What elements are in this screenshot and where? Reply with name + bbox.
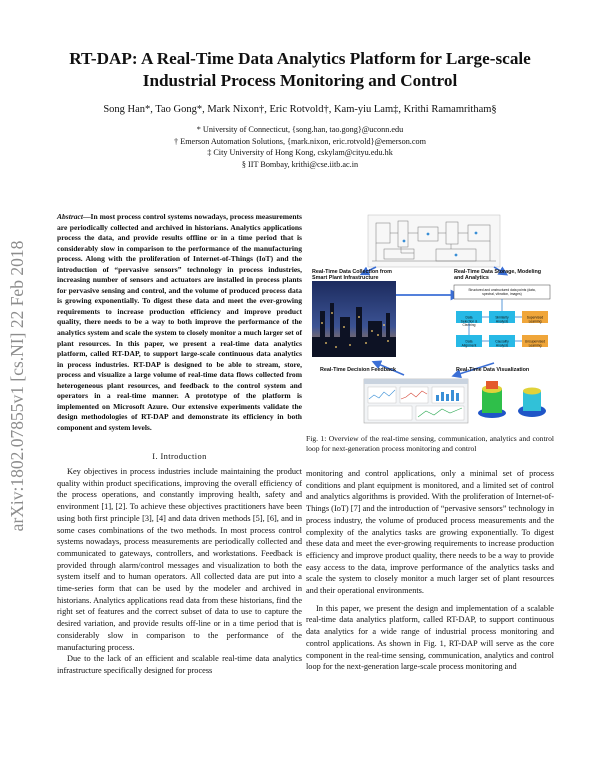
dashboard-screenshot	[364, 379, 468, 423]
affiliation-emerson: † Emerson Automation Solutions, {mark.nixon, eric.rotvold}@emerson.com	[174, 136, 426, 146]
intro-paragraph: Key objectives in process industries include maintaining the product quality within product specifications, improving the overall efficiency of the process operations, and constantly improving health, safety and environment [1], [2]. To achieve these objectives practitioners have been using both first principle [3], [4] and data driven methods [5], [6], and in some cases combinations of the two methods. In most process control systems nowadays, process measurements are periodically collected and communicated to gateways, controllers, and workstations. Feedback is provided through alarm/control messages and visualization to both the system itself and to human operators. All collected data are put into a time-series form that can be used by the modeler and archived in historians. Analytics applications read data from these historians, find the right set of features and the correct subset of data to use to capture the desired variation, and provide results off-line or in a time period that is considerably slow in comparison to the performance of the manufacturing process.	[57, 467, 302, 652]
plant-schematic-image	[368, 215, 500, 267]
body-paragraph: monitoring and control applications, only a minimal set of process conditions and plant equipment is monitored, and a limited set of control and analytics algorithms is provided. With the proliferation of Internet-of-Things (IoT) [7] and the introduction of “pervasive sensors” technology in process industry, the volume of produced process measurements and the complexity of the analytics tasks are growing exponentially. To digest these data and meet the ever-growing requirements to increase production efficiency and improve product quality, there needs to be a way to provide easy access to the data, improve performance of the analytics tasks and scale the system to closely monitor a much larger set of plant resources and their operational environments.	[306, 469, 554, 596]
step-label: Unsupervised Learning	[524, 339, 546, 348]
figure-1	[306, 213, 554, 427]
label-data-collection: Real-Time Data Collection from Smart Plant Infrastructure	[312, 269, 392, 282]
analytics-pipeline	[454, 285, 550, 347]
abstract-text: —In most process control systems nowadays, process measurements are periodically collected and archived in historians. Analytics applications process the data, and provide results offline or in a time period that is considerably slow in comparison to the performance of the manufacturing process. Along with the proliferation of Internet-of-Things (IoT) and the introduction of “pervasive sensors” technology in process industries, increasing number of sensors and actuators are installed in process plants for pervasive sensing and control, and the volume of produced process data is growing exponentially. To digest these data and meet the ever-growing requirements to increase production efficiency and improve product quality, there needs to be a way to both improve the performance of the analytics system and scale the system to closely monitor a much larger set of plant resources. In this paper, we present a real-time data analytics platform, called RT-DAP, to support large-scale continuous data analytics in process industries. RT-DAP is designed to be able to stream, store, process and visualize a large volume of real-time data flows collected from heterogeneous plant resources, and feedback to the control system and operators in a real-time manner. A prototype of the platform is implemented on Microsoft Azure. Our extensive experiments validate the design methodologies of RT-DAP and demonstrate its efficiency in both component and system levels.	[57, 212, 302, 432]
label-data-visualization: Real-Time Data Visualization	[456, 367, 530, 373]
intro-paragraph: Due to the lack of an efficient and scalable real-time data analytics infrastructure specifically designed for process	[57, 654, 302, 675]
step-label: Data Alignment	[461, 339, 477, 348]
figure-caption: Fig. 1: Overview of the real-time sensing, communication, analytics and control loop for next-generation process monitoring and control	[306, 434, 554, 453]
abstract	[57, 212, 302, 433]
affiliation-cityu: ‡ City University of Hong Kong, cskylam@cityu.edu.hk	[207, 148, 393, 157]
affiliation-iitb: § IIT Bombay, krithi@cse.iitb.ac.in	[241, 159, 359, 169]
intro-column	[57, 466, 302, 677]
step-label: Similarity Analysis	[495, 315, 509, 324]
figure-diagram	[306, 213, 554, 427]
step-label: Supervised Learning	[526, 315, 544, 324]
affiliations	[40, 124, 560, 170]
3d-surface-visualization	[474, 373, 550, 425]
label-decision-feedback: Real-Time Decision Feedback	[320, 367, 396, 373]
step-label: Causality Analysis	[495, 339, 509, 348]
abstract-label: Abstract	[57, 212, 83, 221]
author-list: Song Han*, Tao Gong*, Mark Nixon†, Eric Rotvold†, Kam-yiu Lam‡, Krithi Ramamritham§	[103, 104, 497, 115]
body-paragraph: In this paper, we present the design and implementation of a scalable real-time data analytics platform, called RT-DAP, to support continuous data analytics for a wide range of industrial process monitoring and control applications. As shown in Fig. 1, RT-DAP will serve as the core component in the real-time sensing, communication, analytics and control loop for the next-generation large-scale process monitoring and	[306, 603, 554, 672]
refinery-photo	[312, 281, 396, 357]
paper-title: RT-DAP: A Real-Time Data Analytics Platform for Large-scale Industrial Process Monitoring and Control	[69, 49, 531, 90]
right-column-text	[306, 468, 554, 673]
arxiv-stamp: arXiv:1802.07855v1 [cs.NI] 22 Feb 2018	[7, 240, 27, 532]
step-label: Data Selection & Cleaning	[460, 315, 478, 328]
affiliation-uconn: * University of Connecticut, {song.han, tao.gong}@uconn.edu	[196, 125, 404, 134]
section-heading: I. Introduction	[152, 452, 207, 461]
data-points-text: Structured and unstructured data points (data, spectral, vibration, images)	[468, 288, 536, 296]
label-data-storage: Real-Time Data Storage, Modeling and Analytics	[454, 269, 542, 282]
